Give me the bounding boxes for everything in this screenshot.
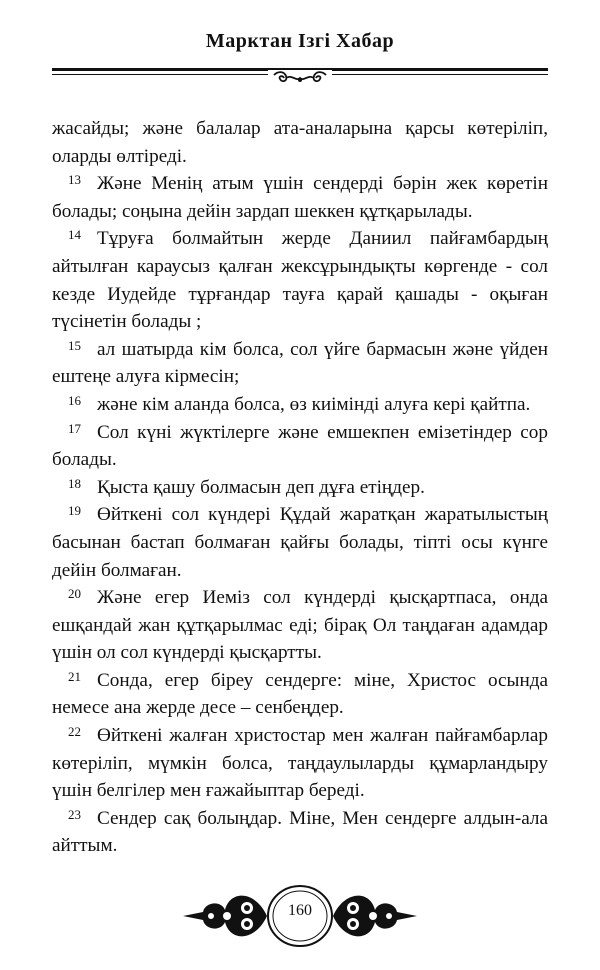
verse-number: 20 <box>68 586 81 602</box>
verse-number: 13 <box>68 172 81 188</box>
header-ornament-icon <box>268 70 332 86</box>
verse-text: Өйткені жалған христостар мен жалған пайғамбарлар көтеріліп, мүмкін болса, таңдаулыларды құмарландыру үшін белгілер мен ғажайыптар береді. <box>52 725 548 802</box>
verse-list <box>52 170 548 860</box>
verse-text: ал шатырда кім болса, сол үйге бармасын және үйден ештеңе алуға кірмесін; <box>52 338 548 388</box>
verse-15 <box>52 336 548 391</box>
verse-number: 18 <box>68 475 81 491</box>
page-number: 160 <box>288 902 312 919</box>
verse-text: Және Менің атым үшін сендерді бәрін жек көретін болады; соңына дейін зардап шеккен құтқарылады. <box>52 173 548 222</box>
verse-14 <box>52 225 548 335</box>
verse-19 <box>52 501 548 584</box>
verse-text: Сендер сақ болыңдар. Міне, Мен сендерге алдын-ала айттым. <box>52 807 548 857</box>
verse-16 <box>52 391 548 419</box>
verse-18 <box>52 474 548 502</box>
verse-21 <box>52 667 548 722</box>
continuation-text: жасайды; және балалар ата-аналарына қарсы көтеріліп, оларды өлтіреді. <box>52 118 548 167</box>
verse-13 <box>52 170 548 225</box>
verse-text: Сол күні жүктілерге және емшекпен емізетіндер сор болады. <box>52 421 548 471</box>
verse-text: және кім аланда болса, өз киімінді алуға кері қайтпа. <box>97 393 531 415</box>
verse-number: 15 <box>68 337 81 353</box>
verse-text: Өйткені сол күндері Құдай жаратқан жаратылыстың басынан бастап болмаған қайғы болады, тіпті осы күнге дейін болмаған. <box>52 504 548 581</box>
verse-number: 17 <box>68 420 81 436</box>
verse-number: 19 <box>68 503 81 519</box>
verse-20 <box>52 584 548 667</box>
verse-text: Тұруға болмайтын жерде Даниил пайғамбардың айтылған караусыз қалған жексұрындықты көргенде - сол кезде Иудейде тұрғандар тауға қарай қашады - оқыған түсінетін болады ; <box>52 228 548 333</box>
verse-text: Және егер Иеміз сол күндерді қысқартпаса, онда ешқандай жан құтқарылмас еді; бірақ Ол таңдаған адамдар үшін ол сол күндерді қысқартты. <box>52 587 548 664</box>
verse-number: 22 <box>68 724 81 740</box>
verse-text: Сонда, егер біреу сендерге: міне, Христос осында немесе ана жерде десе – сенбеңдер. <box>52 669 548 719</box>
verse-22 <box>52 722 548 805</box>
verse-number: 23 <box>68 806 81 822</box>
verse-number: 14 <box>68 227 81 243</box>
verse-17 <box>52 419 548 474</box>
verse-text: Қыста қашу болмасын деп дұға етіңдер. <box>97 476 425 498</box>
verse-number: 21 <box>68 668 81 684</box>
running-header-title: Марктан Ізгі Хабар <box>205 30 395 52</box>
page-body <box>52 115 548 860</box>
verse-23 <box>52 805 548 860</box>
verse-number: 16 <box>68 392 81 408</box>
